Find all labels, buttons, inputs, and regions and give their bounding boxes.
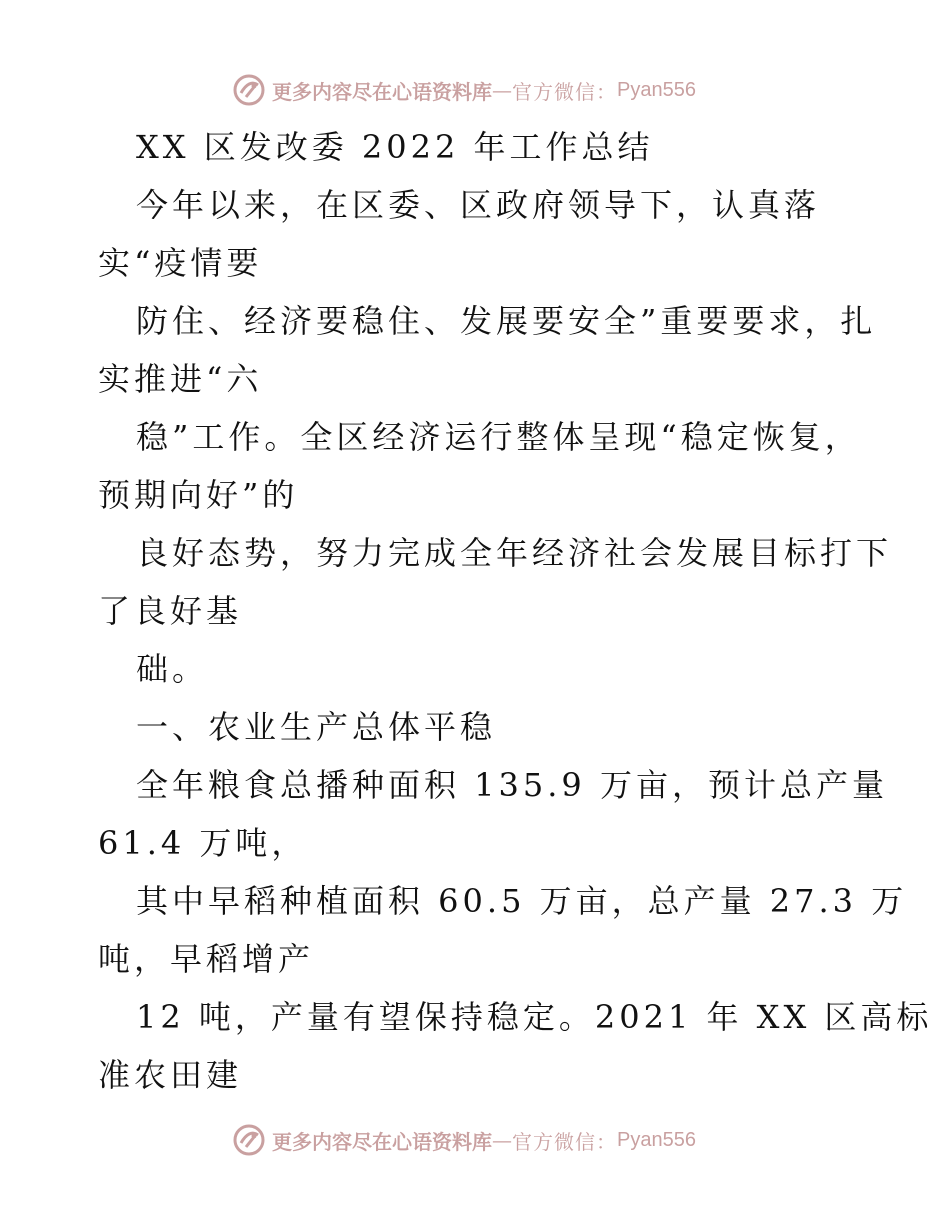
header-watermark-banner xyxy=(232,72,696,108)
text-line: 实推进“六 xyxy=(98,360,263,398)
document-title: XX 区发改委 2022 年工作总结 xyxy=(136,128,654,166)
text-line: 防住、经济要稳住、发展要安全”重要要求，扎 xyxy=(136,302,877,340)
text-line: 良好态势，努力完成全年经济社会发展目标打下 xyxy=(136,534,893,572)
text-line: 础。 xyxy=(136,650,209,688)
text-line: 其中早稻种植面积 60.5 万亩，总产量 27.3 万 xyxy=(136,882,908,920)
banner-sub-text: 官方微信： xyxy=(512,1129,617,1154)
banner-wechat-id: Pyan556 xyxy=(617,78,696,101)
text-line: 稳”工作。全区经济运行整体呈现“稳定恢复， xyxy=(136,418,861,456)
banner-main-text: 更多内容尽在心语资料库 xyxy=(272,79,492,104)
footer-watermark-banner xyxy=(232,1122,696,1158)
banner-wechat-id: Pyan556 xyxy=(617,1128,696,1151)
text-line: 了良好基 xyxy=(98,592,243,630)
section-heading: 一、农业生产总体平稳 xyxy=(136,708,497,746)
banner-separator: — xyxy=(492,78,512,102)
text-line: 吨，早稻增产 xyxy=(98,940,315,978)
banner-separator: — xyxy=(492,1128,512,1152)
text-line: 今年以来，在区委、区政府领导下，认真落 xyxy=(136,186,821,224)
banner-sub-text: 官方微信： xyxy=(512,79,617,104)
text-line: 预期向好”的 xyxy=(98,476,299,514)
text-line: 61.4 万吨， xyxy=(98,824,308,862)
text-line: 12 吨，产量有望保持稳定。2021 年 XX 区高标 xyxy=(136,998,933,1036)
banner-main-text: 更多内容尽在心语资料库 xyxy=(272,1129,492,1154)
text-line: 全年粮食总播种面积 135.9 万亩，预计总产量 xyxy=(136,766,888,804)
brand-logo-icon xyxy=(232,73,266,107)
text-line: 准农田建 xyxy=(98,1056,243,1094)
brand-logo-icon xyxy=(232,1123,266,1157)
text-line: 实“疫情要 xyxy=(98,244,263,282)
